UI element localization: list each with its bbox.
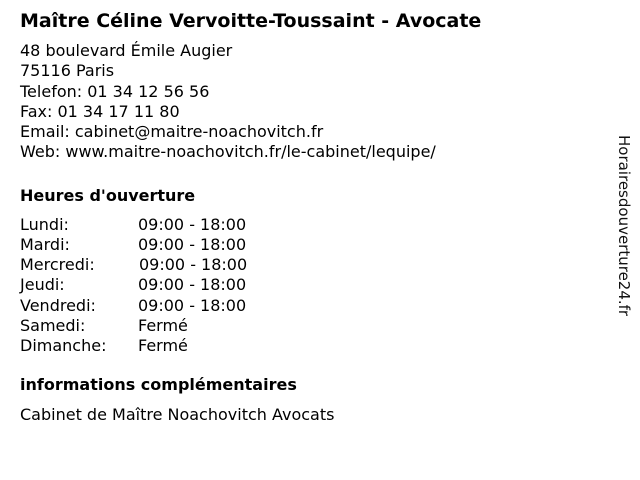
day-label: Lundi:	[20, 214, 69, 234]
email-line: Email: cabinet@maitre-noachovitch.fr	[20, 122, 324, 142]
time-value: Fermé	[138, 315, 188, 335]
time-value: 09:00 - 18:00	[139, 255, 248, 275]
hours-row-wednesday	[20, 255, 600, 275]
hours-row-friday	[20, 296, 600, 316]
business-card	[20, 0, 600, 426]
hours-table	[20, 215, 600, 356]
hours-row-thursday	[20, 275, 600, 295]
time-value: Fermé	[138, 335, 188, 355]
time-value: 09:00 - 18:00	[138, 214, 247, 234]
hours-heading: Heures d'ouverture	[20, 185, 196, 205]
hours-row-tuesday	[20, 235, 600, 255]
time-value: 09:00 - 18:00	[138, 275, 247, 295]
info-text: Cabinet de Maître Noachovitch Avocats	[20, 405, 335, 425]
day-label: Vendredi:	[20, 295, 96, 315]
day-label: Samedi:	[20, 315, 86, 335]
hours-row-sunday	[20, 336, 600, 356]
watermark	[612, 135, 636, 345]
time-value: 09:00 - 18:00	[138, 295, 247, 315]
day-label: Jeudi:	[20, 275, 65, 295]
city-line: 75116 Paris	[20, 61, 115, 81]
day-label: Mercredi:	[20, 255, 95, 275]
time-value: 09:00 - 18:00	[138, 234, 247, 254]
business-title: Maître Céline Vervoitte-Toussaint - Avocate	[20, 10, 482, 32]
street-address: 48 boulevard Émile Augier	[20, 41, 233, 60]
fax-line: Fax: 01 34 17 11 80	[20, 101, 180, 121]
info-heading: informations complémentaires	[20, 375, 297, 395]
hours-row-monday	[20, 215, 600, 235]
hours-row-saturday	[20, 316, 600, 336]
phone-line: Telefon: 01 34 12 56 56	[20, 81, 210, 101]
web-line: Web: www.maitre-noachovitch.fr/le-cabinet/lequipe/	[20, 142, 436, 162]
address-block	[20, 41, 600, 163]
day-label: Mardi:	[20, 234, 70, 254]
watermark-text: Horairesdouverture24.fr	[615, 135, 633, 317]
day-label: Dimanche:	[20, 335, 107, 355]
